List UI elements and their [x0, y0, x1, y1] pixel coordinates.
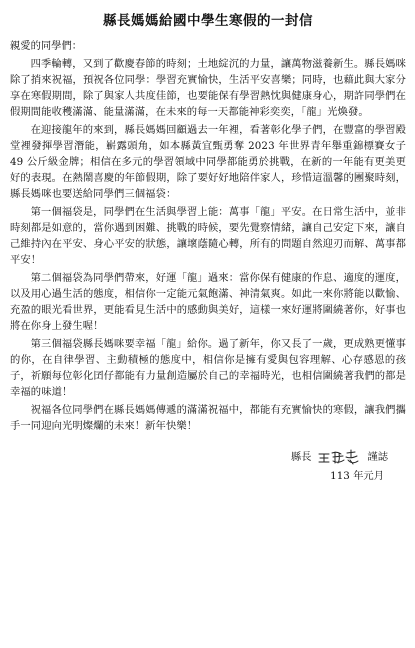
paragraph-new-year-review: 在迎接龍年的來到，縣長媽媽回顧過去一年裡，看著彰化學子們，在豐富的學習殿堂裡發揮學習潛能，嶄露頭角，如本縣黃宜甄勇奪 2023 年世界青年舉重錦標賽女子 49 公斤級金牌；相信在多元的學習領域中同學都能勇於挑戰，在新的一年能有更美更好的表現。在熱鬧喜慶的年節假期，除了要好好地陪伴家人，珍惜這溫馨的團聚時刻，縣長媽咪也要送給同學們三個福袋： [10, 124, 406, 200]
paragraph-first-blessing: 第一個福袋是，同學們在生活與學習上能：萬事「龍」平安。在日常生活中，並非時刻都是如意的，當你遇到困難、挑戰的時候，要先覺察情緒，讓自己安定下來，讓自己維持內在平安、身心平安的狀態，讓壞蔭隨心轉，所有的問題自然迎刃而解、萬事都平安！ [10, 206, 406, 266]
letter-title: 縣長媽媽給國中學生寒假的一封信 [103, 13, 313, 29]
paragraph-second-blessing: 第二個福袋為同學們帶來，好運「龍」過來：當你保有健康的作息、適度的運度，以及用心過生活的態度，相信你一定能元氣飽滿、神清氣爽。如此一來你將能以歡愉、充盈的眼光看世界，更能看見生活中的感動與美好，這樣一來好運將圍繞著你，好事也將在你身上發生喔！ [10, 272, 406, 332]
paragraph-seasons-greeting: 四季輪轉，又到了歡慶春節的時刻；土地綻沉的力量，讓萬物滋養新生。縣長媽咪除了捎來祝福，預祝各位同學：學習充實愉快，生活平安喜樂；同時，也藉此與大家分享在寒假期間，除了與家人共度佳節，也要能保有學習熱忱與健康身心，期許同學們在假期間能收穫滿滿、能量滿滿，在未來的每一天都能神彩奕奕，「龍」光煥發。 [10, 58, 406, 118]
salutation: 親愛的同學們： [10, 40, 83, 52]
signature-block [10, 448, 406, 466]
handwritten-signature [317, 448, 361, 466]
sign-title: 縣長 [290, 451, 312, 463]
paragraph-closing: 祝福各位同學們在縣長媽媽傳遞的滿滿祝福中，都能有充實愉快的寒假，讓我們攜手一同迎向光明燦爛的未來！新年快樂！ [10, 404, 406, 432]
letter-date: 113 年元月 [330, 470, 384, 482]
paragraph-third-blessing: 第三個福袋縣長媽咪要幸福「龍」給你。過了新年，你又長了一歲，更成熟更懂事的你，在自律學習、主動積極的態度中，相信你是擁有愛與包容理解、心存感恩的孩子，祈願每位彰化囝仔都能有力量創造屬於自己的幸福時光，也相信圍繞著我們的都是幸福的味道！ [10, 338, 406, 398]
sign-off: 謹誌 [367, 451, 388, 463]
